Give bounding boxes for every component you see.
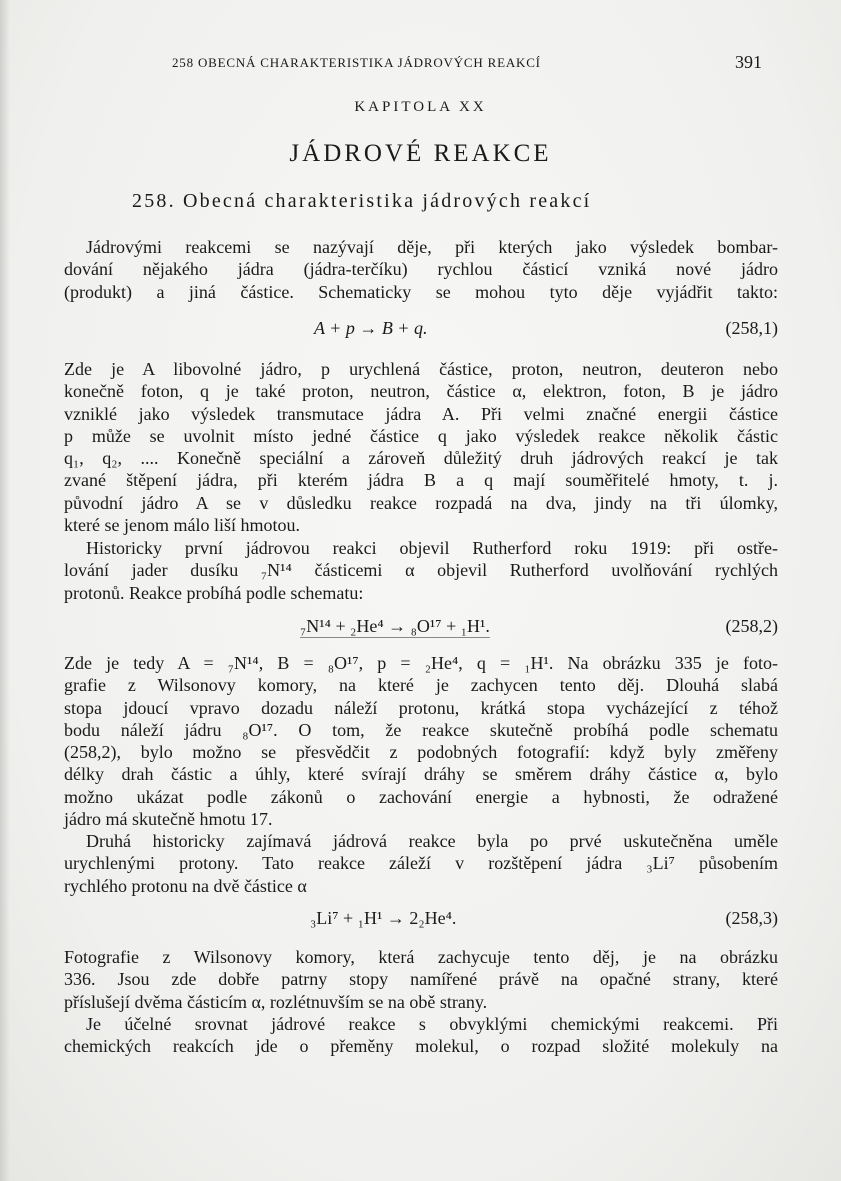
text-line: Je účelné srovnat jádrové reakce s obvyklými chemickými reakcemi. Při: [86, 1014, 778, 1034]
equation-258-2: [64, 616, 778, 640]
equation-258-3: [64, 908, 778, 932]
paragraph-4: [64, 652, 778, 830]
text-line: p může se uvolnit místo jedné částice q jako výsledek reakce několik částic: [64, 425, 778, 446]
text-line: délky drah částic a úhly, které svírají dráhy se směrem dráhy částice α, bylo: [64, 764, 778, 785]
text-line: původní jádro A se v důsledku reakce rozpadá na dva, jindy na tři úlomky,: [64, 492, 778, 513]
text-line: konečně foton, q je také proton, neutron, částice α, elektron, foton, B je jádro: [64, 381, 778, 402]
page-edge-shadow: [0, 0, 10, 1181]
equation-number: (258,2): [725, 616, 778, 636]
text-line: stopa jdoucí vpravo dozadu náleží protonu, krátká stopa vycházející z téhož: [64, 697, 778, 718]
text-line: Zde je A libovolné jádro, p urychlená částice, proton, neutron, deuteron nebo: [64, 359, 778, 379]
equation-number: (258,3): [725, 908, 778, 928]
text-line: Historicky první jádrovou reakci objevil Rutherford roku 1919: při ostře-: [86, 538, 778, 558]
text-line: příslušejí dvěma částicím α, rozlétnuvším se na obě strany.: [64, 991, 488, 1012]
text-line: protonů. Reakce probíhá podle schematu:: [64, 582, 364, 603]
text-line: bodu náleží jádru ₈O¹⁷. O tom, že reakce skutečně probíhá podle schematu: [64, 719, 778, 740]
text-line: možno ukázat podle zákonů o zachování energie a hybnosti, že odražené: [64, 786, 778, 807]
text-line: Fotografie z Wilsonovy komory, která zachycuje tento děj, je na obrázku: [64, 947, 778, 967]
paragraph-7: [64, 1013, 778, 1058]
text-line: (258,2), bylo možno se přesvědčit z podobných fotografií: když byly změřeny: [64, 742, 778, 763]
equation-number: (258,1): [725, 318, 778, 338]
text-line: zvané štěpení jádra, při kterém jádra B a q mají souměřitelé hmoty, t. j.: [64, 470, 778, 491]
chapter-title: JÁDROVÉ REAKCE: [289, 140, 552, 167]
paragraph-2: [64, 358, 778, 536]
chapter-label: KAPITOLA XX: [354, 99, 487, 115]
paragraph-5: [64, 830, 778, 897]
text-line: dování nějakého jádra (jádra-terčíku) rychlou částicí vzniká nové jádro: [64, 259, 778, 280]
text-line: které se jenom málo liší hmotou.: [64, 515, 300, 536]
text-line: Jádrovými reakcemi se nazývají děje, při kterých jako výsledek bombar-: [86, 237, 778, 257]
text-line: lování jader dusíku ₇N¹⁴ částicemi α objevil Rutherford uvolňování rychlých: [64, 560, 778, 581]
text-line: q₁, q₂, .... Konečně speciální a zároveň důležitý druh jádrových reakcí je tak: [64, 448, 778, 469]
text-line: jádro má skutečně hmotu 17.: [64, 809, 273, 830]
page-number: 391: [735, 52, 762, 72]
text-line: Zde je tedy A = ₇N¹⁴, B = ₈O¹⁷, p = ₂He⁴, q = ₁H¹. Na obrázku 335 je foto-: [64, 653, 778, 673]
paragraph-3: [64, 537, 778, 604]
section-title: 258. Obecná charakteristika jádrových reakcí: [132, 190, 592, 212]
paragraph-6: [64, 946, 778, 1013]
text-line: vzniklé jako výsledek transmutace jádra A. Při velmi značné energii částice: [64, 403, 778, 424]
paragraph-1: [64, 236, 778, 303]
running-header-title: 258 OBECNÁ CHARAKTERISTIKA JÁDROVÝCH REAKCÍ: [172, 55, 541, 70]
text-line: 336. Jsou zde dobře patrny stopy namířené právě na opačné strany, které: [64, 969, 778, 990]
equation-body: A + p → B + q.: [314, 318, 428, 338]
equation-258-1: [64, 318, 778, 342]
equation-body: ₇N¹⁴ + ₂He⁴ → ₈O¹⁷ + ₁H¹.: [300, 616, 490, 636]
text-line: rychlého protonu na dvě částice α: [64, 875, 307, 896]
text-line: grafie z Wilsonovy komory, na které je zachycen tento děj. Dlouhá slabá: [64, 675, 778, 696]
equation-body: ₃Li⁷ + ₁H¹ → 2₂He⁴.: [310, 908, 457, 928]
text-line: (produkt) a jiná částice. Schematicky se mohou tyto děje vyjádřit takto:: [64, 281, 778, 302]
text-line: Druhá historicky zajímavá jádrová reakce byla po prvé uskutečněna uměle: [86, 831, 778, 851]
running-header: [172, 52, 762, 74]
text-line: urychlenými protony. Tato reakce záleží v rozštěpení jádra ₃Li⁷ působením: [64, 853, 778, 874]
text-line: chemických reakcích jde o přeměny molekul, o rozpad složité molekuly na: [64, 1036, 778, 1057]
